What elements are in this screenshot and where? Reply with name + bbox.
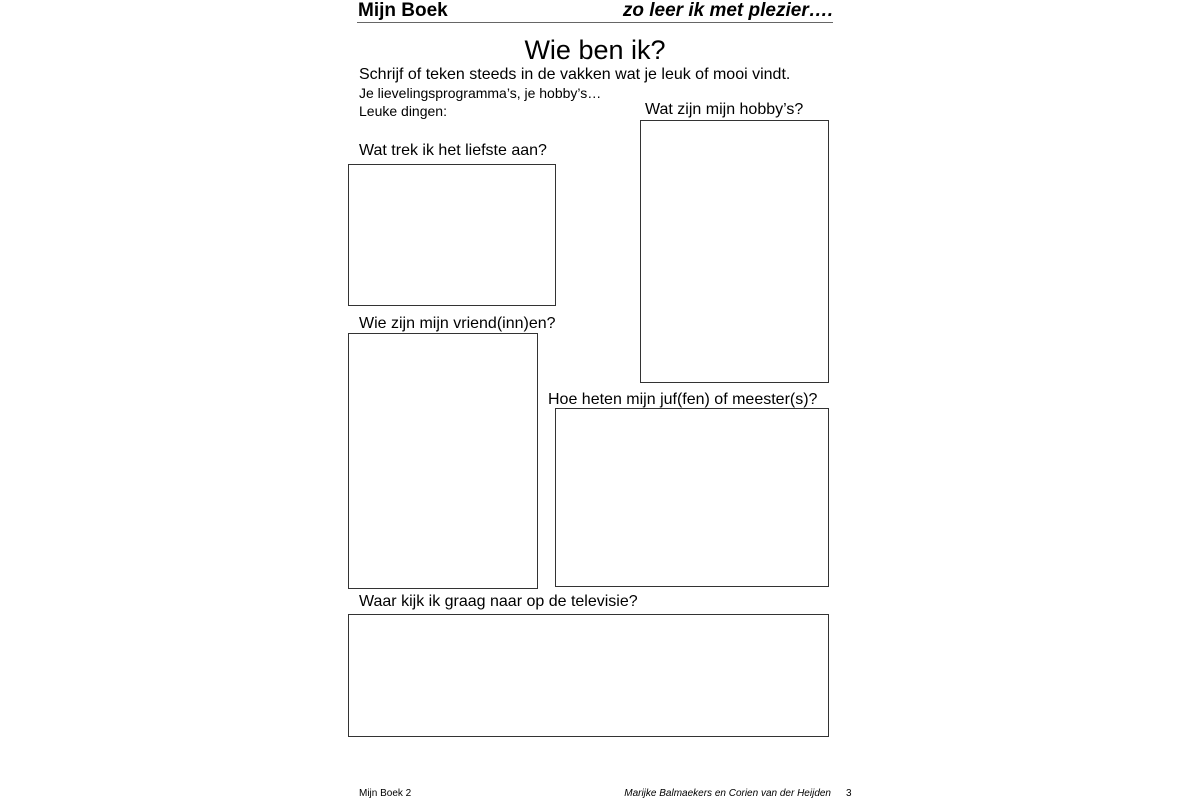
intro-examples: Je lievelingsprogramma’s, je hobby’s… [359, 85, 602, 101]
footer-book-name: Mijn Boek 2 [359, 788, 412, 799]
answer-box-television[interactable] [348, 614, 829, 737]
footer-page-number: 3 [846, 788, 852, 799]
question-teachers: Hoe heten mijn juf(fen) of meester(s)? [548, 391, 818, 408]
intro-nice-things-label: Leuke dingen: [359, 103, 447, 119]
answer-box-clothes[interactable] [348, 164, 556, 306]
answer-box-hobbies[interactable] [640, 120, 829, 383]
header-divider [357, 22, 833, 23]
page-title: Wie ben ik? [524, 35, 666, 65]
footer-authors: Marijke Balmaekers en Corien van der Heijden [624, 788, 831, 799]
header-tagline: zo leer ik met plezier…. [622, 0, 833, 21]
question-friends: Wie zijn mijn vriend(inn)en? [359, 315, 556, 332]
question-television: Waar kijk ik graag naar op de televisie? [359, 593, 638, 610]
question-hobbies: Wat zijn mijn hobby’s? [645, 101, 804, 118]
header-book-title: Mijn Boek [358, 0, 448, 21]
answer-box-teachers[interactable] [555, 408, 829, 587]
question-clothes: Wat trek ik het liefste aan? [359, 142, 547, 159]
intro-instruction: Schrijf of teken steeds in de vakken wat je leuk of mooi vindt. [359, 66, 791, 83]
answer-box-friends[interactable] [348, 333, 538, 589]
